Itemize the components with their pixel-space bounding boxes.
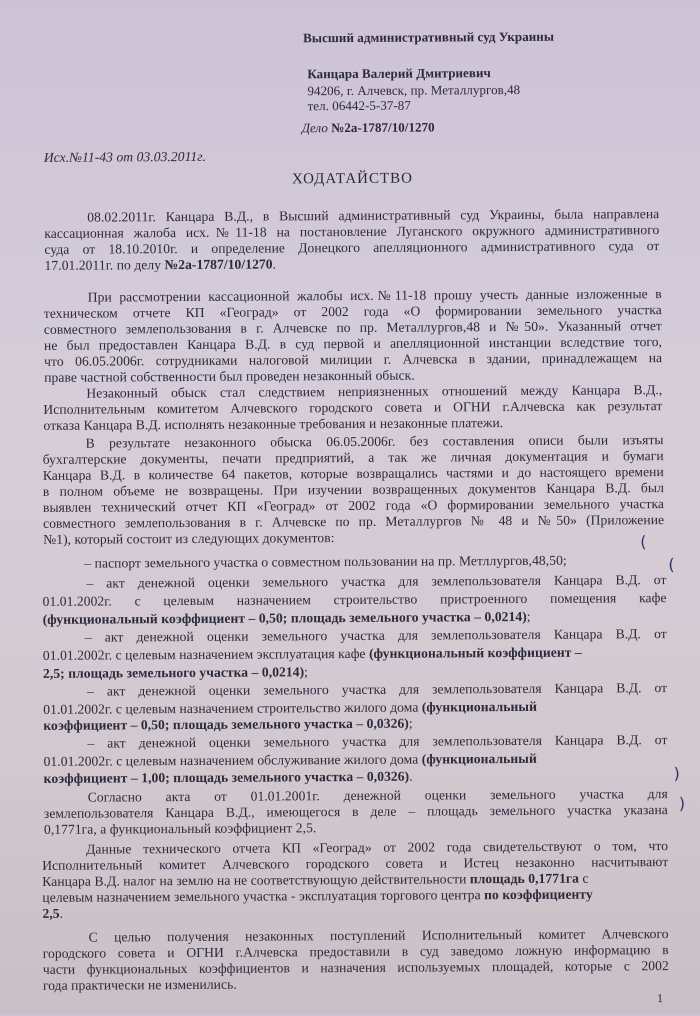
paragraph7-line: части функциональных коэффициентов и назначения используемых площадей, которые с 2002 (42, 958, 669, 977)
text-run: целевым назначением земельного участка - эксплуатация торгового центра (42, 887, 485, 905)
paragraph1-last-line (44, 256, 276, 272)
paragraph1-line: суда от 18.10.2010г. и определение Донецкого апелляционного административного суда от (44, 238, 660, 257)
list-item-line: 01.01.2002г. с целевым назначением строительство пристроенного помещения кафе (42, 590, 667, 609)
bold-run: (функциональный (421, 698, 537, 715)
list-item-line (43, 699, 537, 717)
pen-mark-bracket: ) (678, 793, 686, 813)
document-title: ХОДАТАЙСТВО (291, 170, 414, 188)
text-run: Канцара В.Д. налог на землю на не соответствующую действительности (42, 871, 470, 889)
text-run: 01.01.2002г. с целевым назначением строительство жилого дома (43, 699, 422, 717)
list-item-line (43, 645, 582, 663)
bold-run: (функциональный коэффициент – (369, 644, 582, 661)
text-run: ; (526, 608, 531, 624)
sender-phone: тел. 06442-5-37-87 (307, 97, 411, 114)
list-item-line (43, 716, 412, 733)
case-prefix: Дело (301, 120, 332, 136)
paragraph4-line: совместного землепользования в г. Алчевске по пр. Металлургов № 48 и №50» (Приложение (43, 512, 665, 531)
paragraph2-line: праве частной собственности был проведен незаконный обыск. (44, 367, 415, 385)
bold-run: коэффициент – 1,00; площадь земельного участка – 0,0326) (43, 768, 410, 786)
text-run: 01.01.2002г. с целевым назначением эксплуатация кафе (42, 645, 370, 663)
text-run: 01.01.2002г. с целевым назначением обслуживание жилого дома (43, 751, 422, 769)
list-item-line: – акт денежной оценки земельного участка для землепользователя Канцара В.Д. от (86, 572, 667, 591)
bold-run: (функциональный коэффициент – 0,50; площадь земельного участка – 0,0214) (42, 608, 527, 627)
text-run: . (409, 768, 413, 784)
bold-run: (функциональный (421, 750, 537, 767)
paragraph4-line: В результате незаконного обыска 06.05.2006г. без составления описи были изъяты (85, 432, 664, 451)
paragraph4-line: бухгалтерские документы, печати предприятий, а так же личная документация и бумаги (42, 448, 664, 467)
paragraph5-line: Согласно акта от 01.01.2001г. денежной оценки земельного участка для (87, 786, 668, 805)
sender-name: Канцара Валерий Дмитриевич (307, 65, 491, 82)
paragraph4-line: Канцара В.Д. в количестве 64 пакетов, которые возвращались частями и до настоящего времени (42, 464, 664, 483)
text-run: . (272, 256, 277, 272)
text-run: ; (408, 715, 413, 731)
bold-run: 2,5; площадь земельного участка – 0,0214) (42, 664, 305, 681)
list-item-line (44, 769, 413, 786)
sender-address: 94206, г. Алчевск, пр. Металлургов,48 (307, 81, 521, 99)
pen-mark-bracket: ( (668, 555, 675, 575)
paragraph4-line: №1), который состоит из следующих документов: (43, 530, 335, 547)
paragraph3-line: отказа Канцара В.Д. исполнять незаконные требования и незаконные платежи. (43, 415, 504, 433)
list-item-line: – акт денежной оценки земельного участка для землепользователя Канцара В.Д. от (84, 626, 667, 645)
paragraph6-line (42, 906, 63, 921)
paragraph7-line: городского совета и ОГНИ г.Алчевска предоставили в суд заведомо ложную информацию в (42, 942, 669, 961)
pen-mark-bracket: ( (640, 532, 647, 552)
text-run: . (59, 905, 64, 921)
paragraph5-line: землепользователя Канцара В.Д., имеющегося в деле – площадь земельного участка указана (43, 802, 668, 821)
paragraph3-line: Незаконный обыск стал следствием неприязненных отношений между Канцара В.Д., (86, 382, 663, 401)
list-item-line (44, 751, 537, 769)
bold-run: коэффициент – 0,50; площадь земельного участка – 0,0326) (43, 715, 409, 733)
paragraph1-line: 08.02.2011г. Канцара В.Д., в Высший административный суд Украины, была направлена (87, 206, 660, 225)
paragraph2-line: При рассмотрении кассационной жалобы исх.№11-18 прошу учесть данные изложенные в (87, 286, 662, 305)
paragraph7-line: С целью получения незаконных поступлений Исполнительный комитет Алчевского (88, 926, 669, 945)
outgoing-ref: Исх.№11-43 от 03.03.2011г. (43, 148, 206, 165)
text-run: ; (304, 664, 309, 680)
list-item-line (43, 609, 531, 627)
paragraph2-line: что 06.05.2006г. сотрудниками налоговой милиции г. Алчевска в здании, принадлежащем на (44, 350, 663, 369)
paragraph2-line: техническом отчете КП «Геоград» от 2002 года «О формировании земельного участка (43, 302, 662, 321)
list-item-line: – акт денежной оценки земельного участка для землепользователя Канцара В.Д. от (87, 732, 668, 751)
page-number: 1 (656, 991, 664, 1006)
bold-run: 2,5 (42, 905, 60, 921)
bold-run: по коэффициенту (484, 886, 593, 903)
list-item-line: – акт денежной оценки земельного участка для землепользователя Канцара В.Д. от (87, 680, 668, 699)
paragraph3-line: Исполнительным комитетом Алчевского городского совета и ОГНИ г.Алчевска как результат (43, 398, 663, 417)
paragraph4-line: выявлен технический отчет КП «Геоград» от 2002 года «О формировании земельного участка (42, 496, 665, 515)
paragraph4-line: в полном объеме не возвращены. При изучении возвращенных документов Канцара В.Д. был (42, 480, 664, 499)
court-name: Высший административный суд Украины (303, 28, 555, 46)
bold-run: площадь 0,1771га (469, 870, 580, 887)
list-item: – паспорт земельного участка о совместном пользовании на пр. Метллургов,48,50; (84, 552, 567, 571)
case-number-ref: №2а-1787/10/1270 (164, 256, 273, 273)
case-number: №2а-1787/10/1270 (331, 119, 435, 136)
paragraph6-line: Данные технического отчета КП «Геоград» от 2002 года свидетельствуют о том, что (86, 838, 669, 857)
text-run: с (578, 870, 589, 886)
paragraph1-line: кассационная жалоба исх.№11-18 на постановление Луганского окружного административного (44, 222, 660, 241)
paragraph5-line: 0,1771га, а функциональный коэффициент 2,5. (43, 820, 317, 837)
list-item-line (43, 664, 308, 681)
paragraph7-line: года практически не изменились. (42, 976, 237, 993)
case-line (302, 119, 435, 135)
paragraph2-line: совместного землепользования в г. Алчевске по пр. Металлургов,48 и №50». Указанный отчет (43, 318, 662, 337)
paragraph6-line: Исполнительный комитет Алчевского городского совета и Истец незаконно насчитывают (42, 854, 669, 873)
pen-mark-bracket: ) (673, 763, 680, 784)
paragraph6-line (42, 887, 593, 905)
text-run: 17.01.2011г. по делу (44, 257, 165, 273)
paragraph2-line: не был предоставлен Канцара В.Д. в суд первой и апелляционной инстанции вследствие того, (43, 334, 663, 353)
